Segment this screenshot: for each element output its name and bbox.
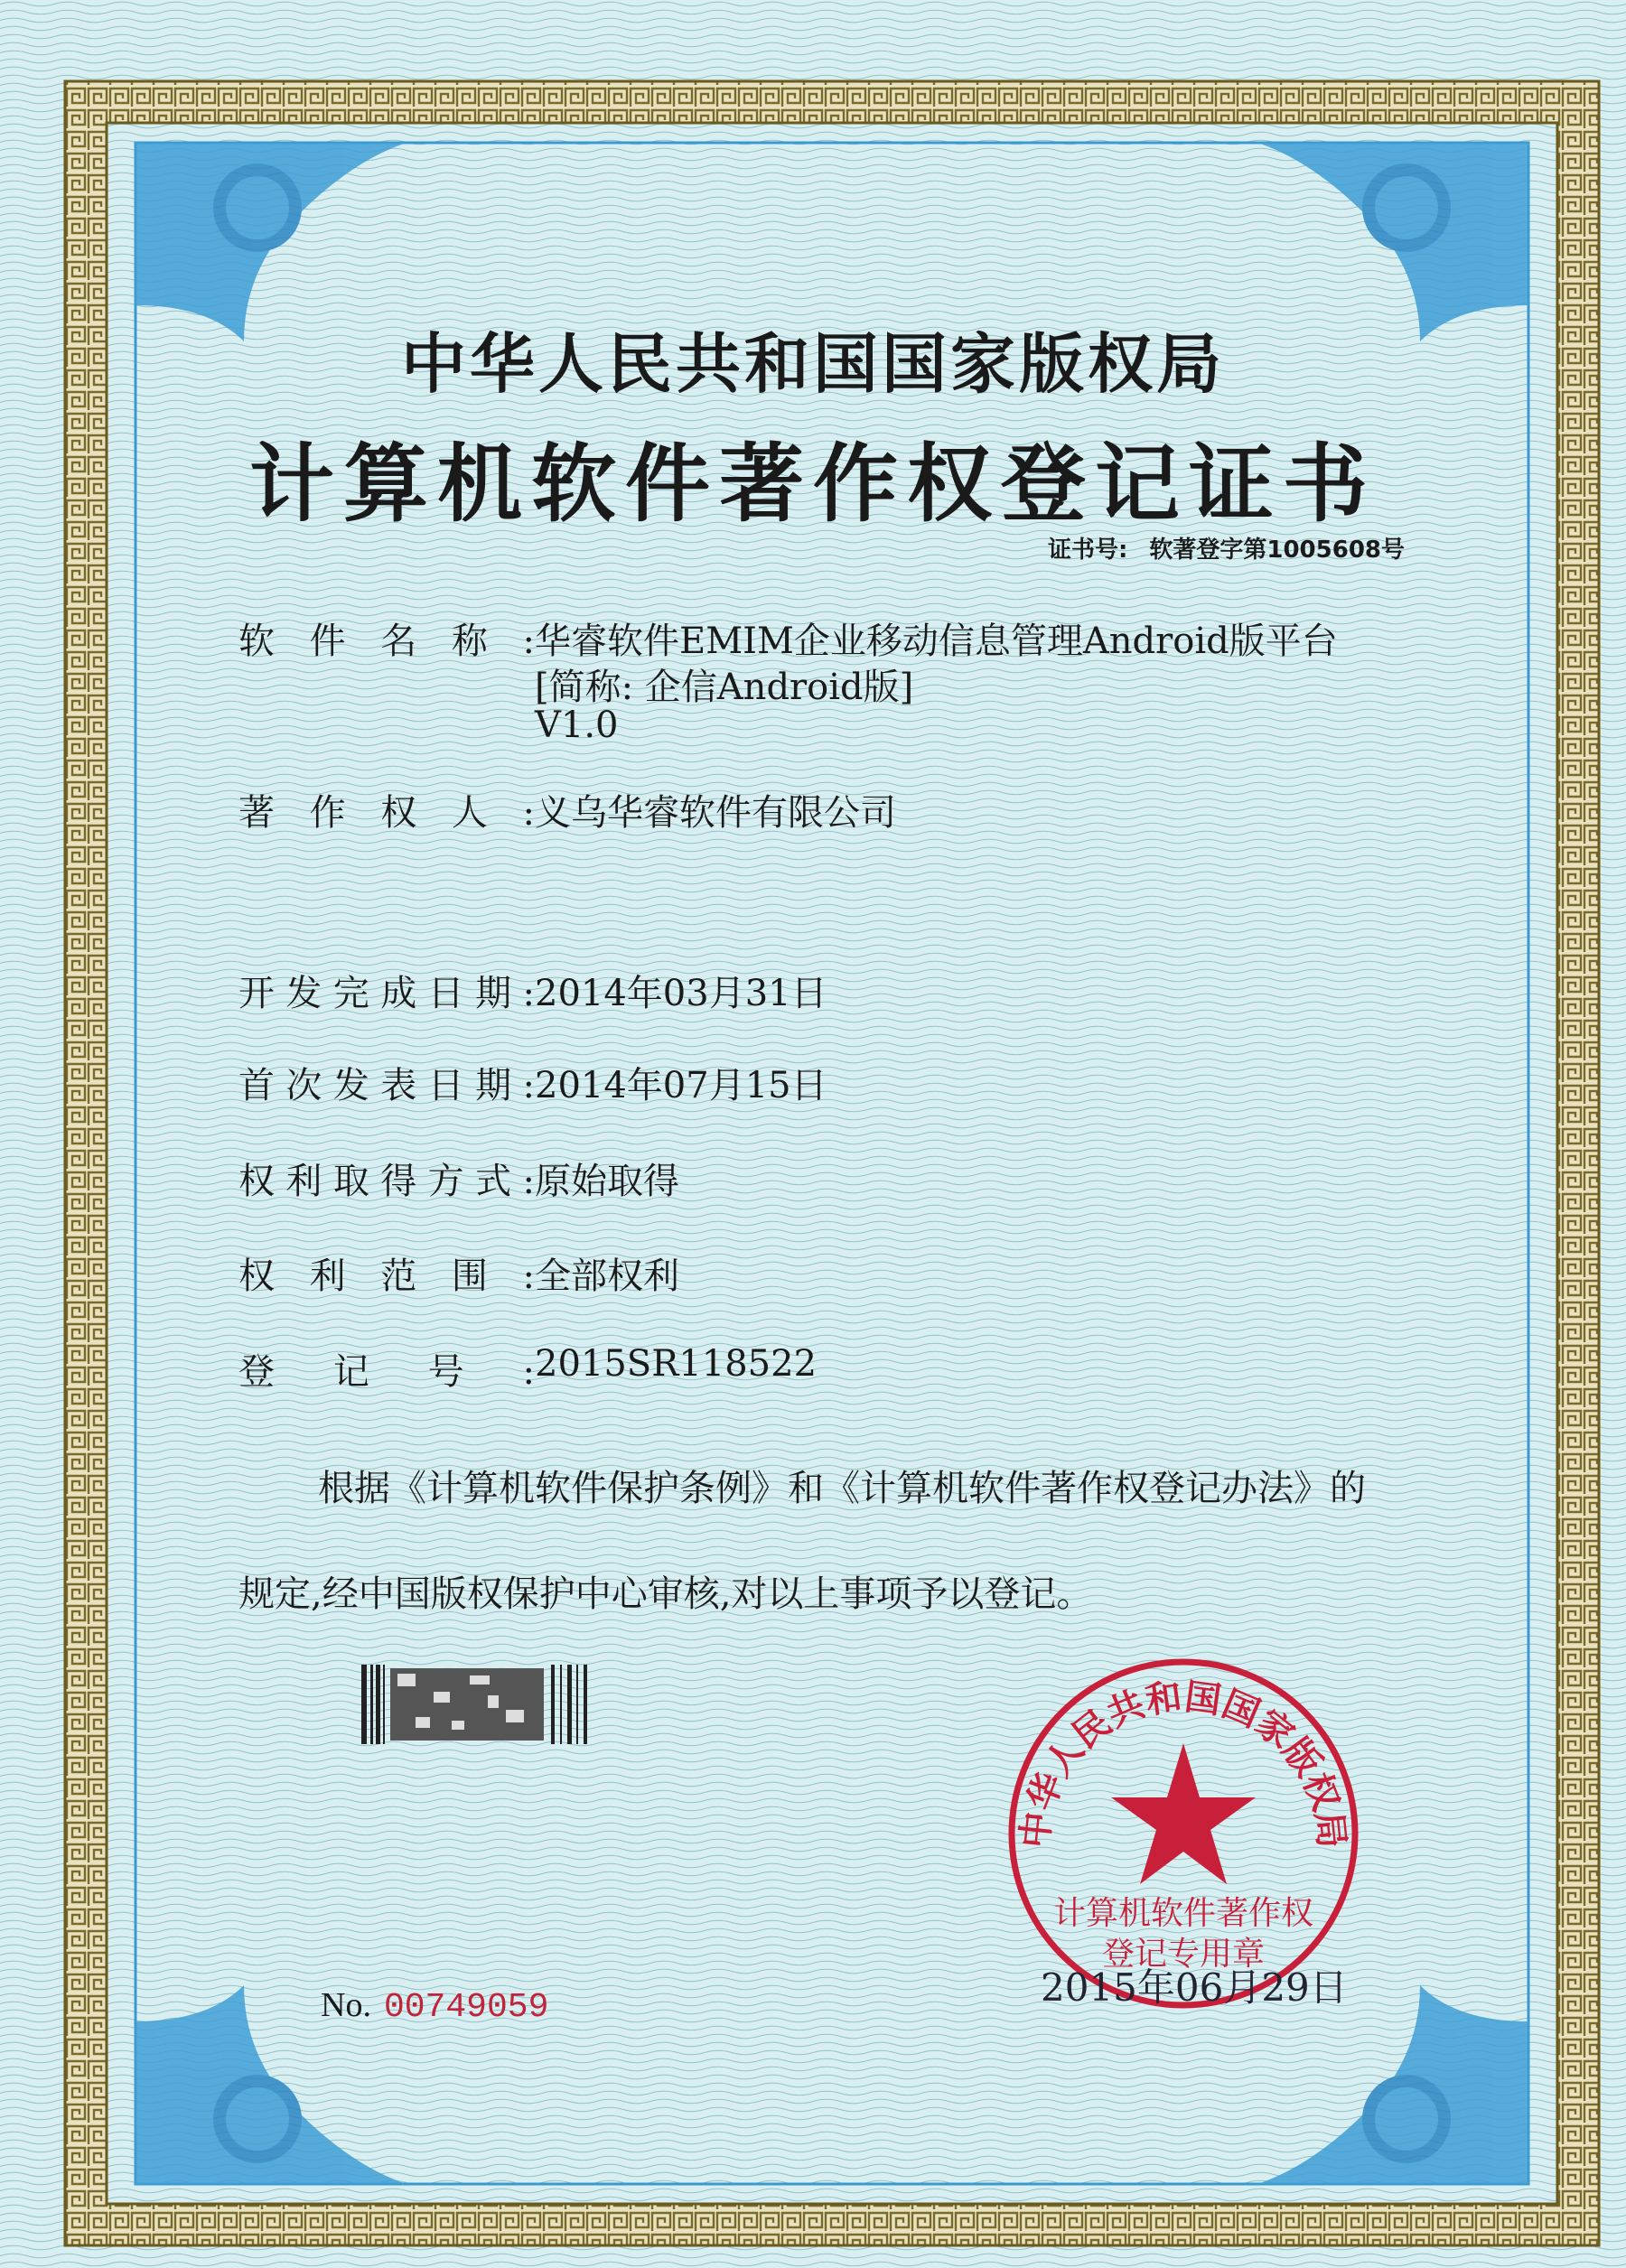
field-value-publish-date: 2014年07月15日 xyxy=(535,1065,827,1106)
field-label-copyright-owner: 著作权人: xyxy=(238,792,537,834)
field-label-publish-date: 首次发表日期: xyxy=(238,1065,537,1106)
serial-number-value: 00749059 xyxy=(383,1988,549,2027)
issue-date: 2015年06月29日 xyxy=(1041,1965,1348,2010)
seal-inner-line-1: 计算机软件著作权 xyxy=(1052,1895,1314,1932)
serial-number xyxy=(321,1985,548,2027)
field-label-software-name: 软件名称: xyxy=(238,621,537,662)
certificate-number-value: 软著登字第1005608号 xyxy=(1149,537,1405,564)
field-value-copyright-owner: 义乌华睿软件有限公司 xyxy=(535,792,896,834)
field-value-software-short-name: [简称: 企信Android版] xyxy=(535,667,914,708)
statement-line-1: 根据《计算机软件保护条例》和《计算机软件著作权登记办法》的 xyxy=(318,1468,1366,1509)
barcode xyxy=(361,1665,593,1744)
certificate-number xyxy=(1048,531,1405,565)
seal-inner-line-2: 登记专用章 xyxy=(1101,1936,1266,1973)
statement-line-2: 规定,经中国版权保护中心审核,对以上事项予以登记。 xyxy=(238,1573,1093,1615)
seal-ring-text: 中华人民共和国国家版权局 xyxy=(1014,1675,1353,1851)
field-value-software-version: V1.0 xyxy=(535,705,619,746)
field-label-rights-scope: 权利范围: xyxy=(238,1255,537,1297)
serial-number-label: No. xyxy=(321,1986,371,2024)
field-label-registration-number: 登记号: xyxy=(238,1351,537,1393)
certificate-title: 计算机软件著作权登记证书 xyxy=(248,435,1377,534)
field-label-acquisition-method: 权利取得方式: xyxy=(238,1161,537,1202)
field-value-rights-scope: 全部权利 xyxy=(535,1255,679,1297)
field-value-acquisition-method: 原始取得 xyxy=(535,1161,679,1202)
authority-title: 中华人民共和国国家版权局 xyxy=(400,326,1225,402)
field-value-completion-date: 2014年03月31日 xyxy=(535,973,827,1014)
field-value-software-name: 华睿软件EMIM企业移动信息管理Android版平台 xyxy=(535,621,1338,662)
star-icon xyxy=(1111,1743,1256,1884)
certificate-number-label: 证书号: xyxy=(1047,537,1128,564)
field-value-registration-number: 2015SR118522 xyxy=(535,1343,818,1385)
field-label-completion-date: 开发完成日期: xyxy=(238,973,537,1014)
